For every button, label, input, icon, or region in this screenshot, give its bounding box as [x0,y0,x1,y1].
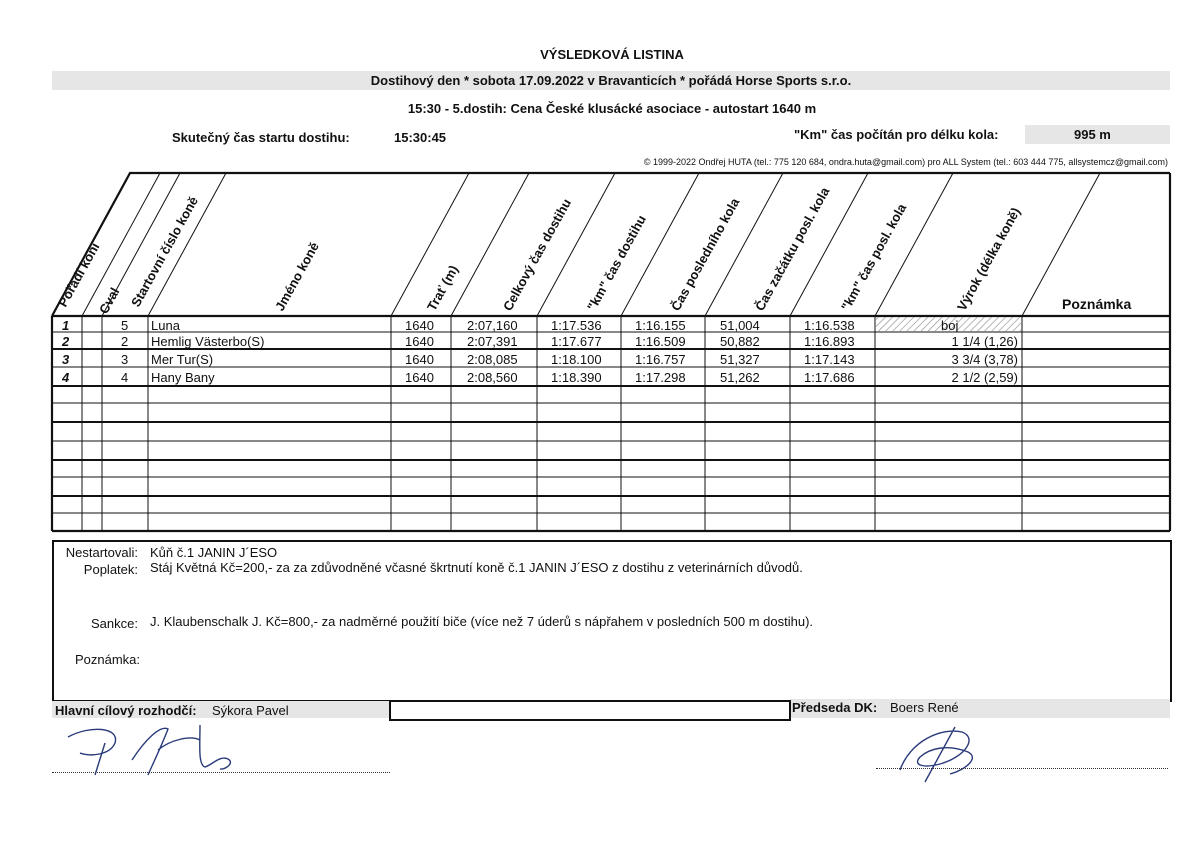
poplatek-label: Poplatek: [83,562,138,577]
sankce-value: J. Klaubenschalk J. Kč=800,- za nadměrné použití biče (více než 7 úderů s nápřahem v posledních 500 m dostihu). [150,614,814,629]
poznamka-label: Poznámka: [74,652,140,667]
row-last-lap-start: 51,004 [720,318,760,333]
col-last-lap-header: Čas posledního kola [668,195,743,314]
row-total-time: 2:08,560 [467,370,518,385]
row-start-no: 4 [121,370,129,385]
row-km-last-lap: 1:17.686 [804,370,855,385]
nestartovali-value: Kůň č.1 JANIN J´ESO [150,545,278,560]
row-name: Hemlig Västerbo(S) [151,334,265,349]
col-margin-header: Výrok (délka koně) [954,204,1024,314]
judge-signature-line [52,772,390,773]
row-start-no: 5 [121,318,129,333]
row-last-lap: 1:17.298 [635,370,686,385]
row-order: 1 [62,318,70,333]
km-label: "Km" čas počítán pro délku kola: [794,127,999,142]
col-name-header: Jméno koně [272,239,322,314]
chair-name: Boers René [890,700,959,715]
col-gallop-header: Cval [96,284,123,317]
poplatek-value: Stáj Květná Kč=200,- za za zdůvodněné včasné škrtnutí koně č.1 JANIN J´ESO z dostihu z veterinárních důvodů. [150,560,803,575]
row-last-lap: 1:16.757 [635,352,686,367]
row-order: 2 [62,334,70,349]
chair-signature [870,722,990,784]
row-name: Mer Tur(S) [151,352,214,367]
row-name: Hany Bany [151,370,215,385]
col-startno-header: Startovní číslo koně [128,193,202,310]
row-total-time: 2:08,085 [467,352,518,367]
col-distance-header: Trať (m) [424,262,462,314]
row-order: 3 [62,352,70,367]
chair-label: Předseda DK: [792,700,878,715]
document-title: VÝSLEDKOVÁ LISTINA [540,47,684,62]
judge-label: Hlavní cílový rozhodčí: [55,703,197,718]
row-distance: 1640 [405,318,434,333]
row-margin: 2 1/2 (2,59) [951,370,1018,385]
row-km-time: 1:18.100 [551,352,602,367]
row-margin: 1 1/4 (1,26) [951,334,1018,349]
col-km-time-header: "km" čas dostihu [584,212,649,314]
row-km-time: 1:18.390 [551,370,602,385]
race-title: 15:30 - 5.dostih: Cena České klusácké asociace - autostart 1640 m [407,101,817,116]
row-start-no: 2 [121,334,129,349]
nestartovali-label: Nestartovali: [65,545,138,560]
row-km-time: 1:17.677 [551,334,602,349]
col-total-time-header: Celkový čas dostihu [500,196,575,314]
judge-name: Sýkora Pavel [212,703,289,718]
sankce-label: Sankce: [91,616,138,631]
row-margin: boj [941,318,959,333]
row-last-lap: 1:16.155 [635,318,686,333]
row-order: 4 [62,370,70,385]
col-order-header: Pořadí koní [55,240,103,310]
row-last-lap: 1:16.509 [635,334,686,349]
copyright: © 1999-2022 Ondřej HUTA (tel.: 775 120 684, ondra.huta@gmail.com) pro ALL System (tel.: 603 444 775, allsystemcz@gmail.com) [643,157,1168,167]
row-km-last-lap: 1:16.893 [804,334,855,349]
row-distance: 1640 [405,352,434,367]
start-time: 15:30:45 [394,130,447,145]
race-day: Dostihový den * sobota 17.09.2022 v Bravanticích * pořádá Horse Sports s.r.o. [370,73,852,88]
row-margin: 3 3/4 (3,78) [951,352,1018,367]
row-km-last-lap: 1:16.538 [804,318,855,333]
row-name: Luna [151,318,180,333]
row-total-time: 2:07,391 [467,334,518,349]
row-last-lap-start: 51,327 [720,352,760,367]
row-last-lap-start: 51,262 [720,370,760,385]
km-value: 995 m [1074,127,1111,142]
row-start-no: 3 [121,352,129,367]
row-last-lap-start: 50,882 [720,334,760,349]
judge-signature [50,715,390,785]
col-km-last-lap-header: "km" čas posl. kola [838,201,910,314]
chair-signature-line [876,768,1168,769]
col-last-lap-start-header: Čas začátku posl. kola [752,184,833,314]
row-distance: 1640 [405,370,434,385]
row-distance: 1640 [405,334,434,349]
row-km-time: 1:17.536 [551,318,602,333]
col-note-header: Poznámka [1062,296,1132,312]
row-km-last-lap: 1:17.143 [804,352,855,367]
row-total-time: 2:07,160 [467,318,518,333]
start-time-label: Skutečný čas startu dostihu: [172,130,350,145]
